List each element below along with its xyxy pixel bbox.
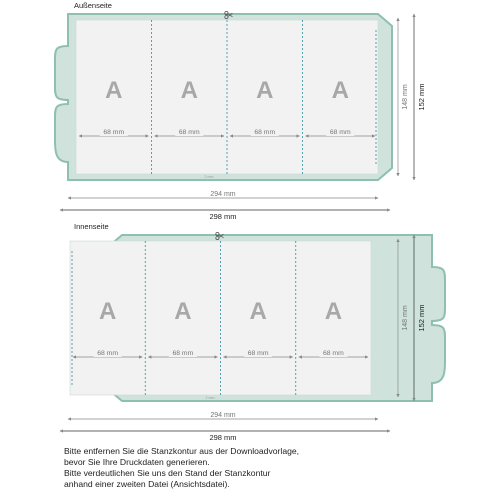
instruction-note: [64, 446, 484, 490]
inner-height-label: 148 mm: [402, 84, 409, 110]
fold-diagram-2: [60, 222, 445, 442]
bottom-tiny-label: 2 mm: [204, 175, 214, 179]
panel-letter: A: [174, 298, 192, 325]
panel-letter: A: [256, 77, 274, 104]
panel-width-label: 68 mm: [172, 350, 194, 357]
diagram-title: Außenseite: [74, 1, 112, 10]
instruction-line-4: anhand einer zweiten Datei (Ansichtsdatei).: [64, 479, 230, 489]
panel-width-label: 68 mm: [247, 350, 269, 357]
panel-width-label: 68 mm: [178, 129, 200, 136]
outer-height-label: 152 mm: [417, 304, 426, 332]
inner-height-label: 148 mm: [402, 305, 409, 331]
panel-letter: A: [180, 77, 198, 104]
panel-letter: A: [249, 298, 267, 325]
inner-width-label: 294 mm: [210, 412, 236, 419]
panel-letter: A: [331, 77, 349, 104]
diagram-title: Innenseite: [74, 222, 109, 231]
fold-diagram-1: [55, 1, 426, 221]
outer-height-label: 152 mm: [417, 83, 426, 111]
panel-width-label: 68 mm: [254, 129, 276, 136]
panel-letter: A: [105, 77, 123, 104]
panel-width-label: 68 mm: [322, 350, 344, 357]
panel-width-label: 68 mm: [103, 129, 125, 136]
bottom-tiny-label: 2 mm: [205, 396, 215, 400]
instruction-line-1: Bitte entfernen Sie die Stanzkontur aus der Downloadvorlage,: [64, 446, 300, 456]
outer-width-label: 298 mm: [209, 212, 237, 221]
instruction-line-2: bevor Sie Ihre Druckdaten generieren.: [64, 457, 210, 467]
outer-width-label: 298 mm: [209, 433, 237, 442]
panel-letter: A: [324, 298, 343, 325]
panel-width-label: 68 mm: [97, 350, 119, 357]
inner-width-label: 294 mm: [210, 191, 236, 198]
panel-width-label: 68 mm: [329, 129, 351, 136]
panel-letter: A: [98, 298, 117, 325]
instruction-line-3: Bitte verdeutlichen Sie uns den Stand der Stanzkontur: [64, 468, 271, 478]
